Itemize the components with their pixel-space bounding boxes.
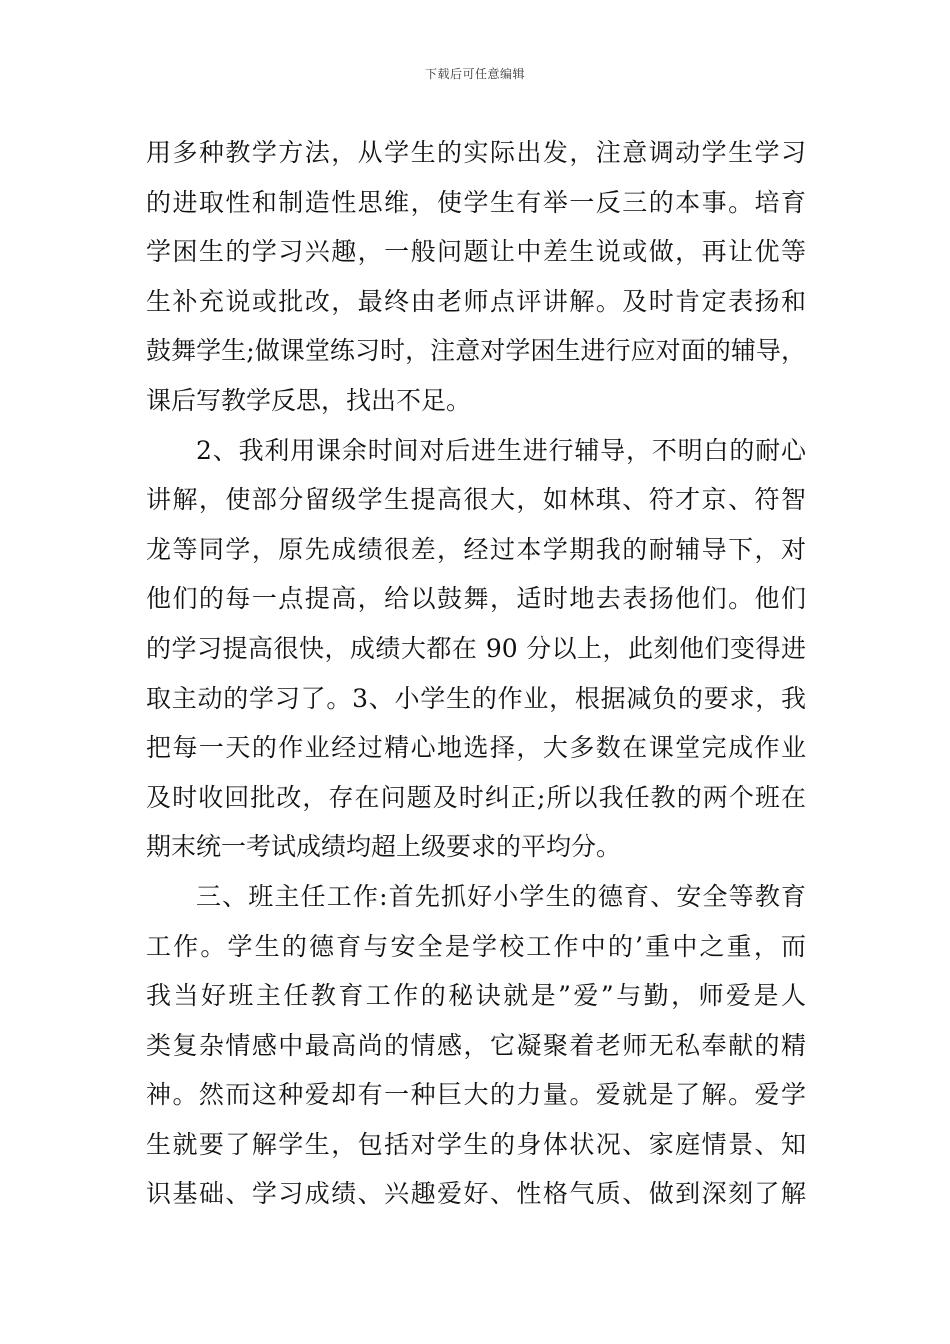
text-line: 用多种教学方法，从学生的实际出发，注意调动学生学习 [146, 138, 806, 167]
text-line: 工作。学生的德育与安全是学校工作中的’重中之重，而 [146, 931, 806, 961]
text-line: 他们的每一点提高，给以鼓舞，适时地去表扬他们。他们 [146, 584, 806, 614]
text-line: 取主动的学习了。3、小学生的作业，根据减负的要求，我 [146, 683, 806, 713]
text-line: 识基础、学习成绩、兴趣爱好、性格气质、做到深刻了解 [146, 1179, 806, 1209]
text-line: 鼓舞学生;做课堂练习时，注意对学困生进行应对面的辅导， [146, 336, 806, 366]
text-line: 类复杂情感中最高尚的情感，它凝聚着老师无私奉献的精 [146, 1030, 806, 1060]
text-line: 的学习提高很快，成绩大都在 90 分以上，此刻他们变得进 [146, 633, 806, 663]
text-line: 及时收回批改，存在问题及时纠正;所以我任教的两个班在 [146, 782, 806, 812]
text-line: 三、班主任工作:首先抓好小学生的德育、安全等教育 [196, 881, 806, 911]
text-line: 生就要了解学生，包括对学生的身体状况、家庭情景、知 [146, 1129, 806, 1159]
text-line: 龙等同学，原先成绩很差，经过本学期我的耐辅导下，对 [146, 534, 806, 564]
text-line: 2、我利用课余时间对后进生进行辅导，不明白的耐心 [196, 435, 806, 465]
page-header: 下载后可任意编辑 [424, 67, 525, 81]
text-line: 讲解，使部分留级学生提高很大，如林琪、符才京、符智 [146, 485, 806, 515]
text-line: 神。然而这种爱却有一种巨大的力量。爱就是了解。爱学 [146, 1080, 806, 1110]
text-line: 生补充说或批改，最终由老师点评讲解。及时肯定表扬和 [146, 286, 806, 316]
text-line: 学困生的学习兴趣，一般问题让中差生说或做，再让优等 [146, 237, 806, 267]
document-body [146, 128, 806, 1219]
text-line: 的进取性和制造性思维，使学生有举一反三的本事。培育 [146, 187, 806, 217]
text-line: 把每一天的作业经过精心地选择，大多数在课堂完成作业 [146, 733, 806, 763]
text-line: 课后写教学反思，找出不足。 [146, 385, 472, 415]
text-line: 我当好班主任教育工作的秘诀就是”爱”与勤，师爱是人 [146, 981, 806, 1011]
text-line: 期末统一考试成绩均超上级要求的平均分。 [146, 832, 622, 862]
